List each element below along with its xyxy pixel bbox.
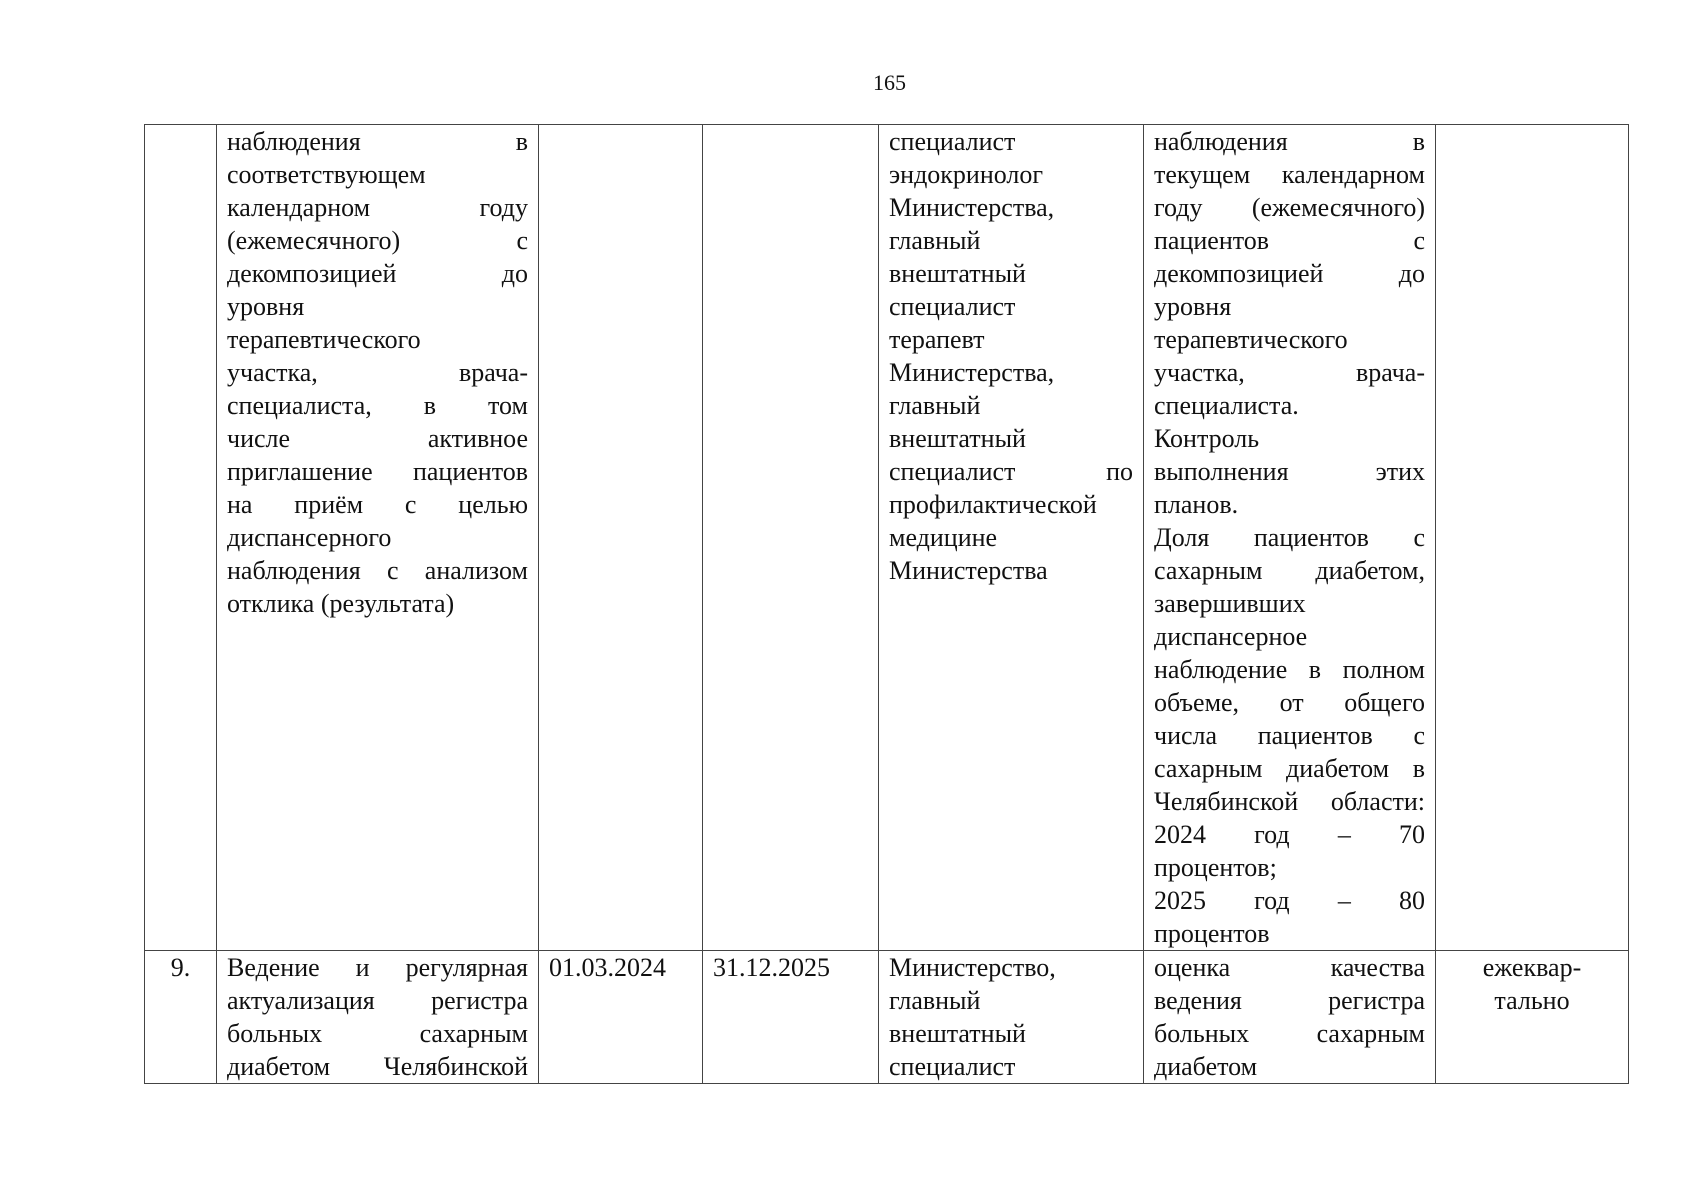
result-line: сахарным диабетом, xyxy=(1154,556,1425,585)
event-line: (ежемесячного) с xyxy=(227,226,528,255)
event-line: терапевтического xyxy=(227,325,421,354)
responsible-line: главный xyxy=(889,391,981,420)
row-number-cell xyxy=(145,125,217,951)
start-date-cell: 01.03.2024 xyxy=(539,951,703,1084)
result-line: процентов xyxy=(1154,919,1270,948)
result-line: участка, врача- xyxy=(1154,358,1425,387)
result-line: пациентов с xyxy=(1154,226,1425,255)
result-line: Доля пациентов с xyxy=(1154,523,1425,552)
responsible-line: Министерства xyxy=(889,556,1048,585)
result-line: диабетом xyxy=(1154,1052,1258,1081)
event-line: больных сахарным xyxy=(227,1019,528,1048)
result-line: объеме, от общего xyxy=(1154,688,1425,717)
event-line: специалиста, в том xyxy=(227,391,528,420)
table-row xyxy=(145,951,1629,1084)
responsible-line: Министерства, xyxy=(889,358,1055,387)
responsible-line: специалист по xyxy=(889,457,1133,486)
result-line: диспансерное xyxy=(1154,622,1308,651)
result-line: завершивших xyxy=(1154,589,1306,618)
event-line: на приём с целью xyxy=(227,490,528,519)
event-line: декомпозицией до xyxy=(227,259,528,288)
result-line: текущем календарном xyxy=(1154,160,1425,189)
result-cell xyxy=(1144,125,1436,951)
result-line: ведения регистра xyxy=(1154,986,1425,1015)
result-line: уровня xyxy=(1154,292,1232,321)
event-line: уровня xyxy=(227,292,305,321)
result-line: наблюдения в xyxy=(1154,127,1425,156)
responsible-line: внештатный xyxy=(889,1019,1026,1048)
responsible-line: внештатный xyxy=(889,424,1026,453)
event-cell xyxy=(217,125,539,951)
event-line: актуализация регистра xyxy=(227,986,528,1015)
result-line: наблюдение в полном xyxy=(1154,655,1425,684)
result-line: процентов; xyxy=(1154,853,1277,882)
result-line: Челябинской области: xyxy=(1154,787,1425,816)
event-cell xyxy=(217,951,539,1084)
responsible-line: профилактической xyxy=(889,490,1097,519)
result-line: планов. xyxy=(1154,490,1239,519)
event-line: календарном году xyxy=(227,193,528,222)
event-line: приглашение пациентов xyxy=(227,457,528,486)
frequency-cell xyxy=(1436,125,1629,951)
event-line: участка, врача- xyxy=(227,358,528,387)
event-line: диспансерного xyxy=(227,523,392,552)
result-line: 2024 год – 70 xyxy=(1154,820,1425,849)
event-line: отклика (результата) xyxy=(227,589,455,618)
responsible-line: главный xyxy=(889,986,981,1015)
table-row xyxy=(145,125,1629,951)
result-line: декомпозицией до xyxy=(1154,259,1425,288)
responsible-line: эндокринолог xyxy=(889,160,1044,189)
page-number: 165 xyxy=(873,70,906,95)
frequency-cell xyxy=(1436,951,1629,1084)
event-line: диабетом Челябинской xyxy=(227,1052,528,1081)
row-number-cell: 9. xyxy=(145,951,217,1084)
event-line: наблюдения в xyxy=(227,127,528,156)
responsible-line: специалист xyxy=(889,1052,1016,1081)
end-date-cell xyxy=(703,125,879,951)
result-cell xyxy=(1144,951,1436,1084)
result-line: году (ежемесячного) xyxy=(1154,193,1425,222)
event-line: наблюдения с анализом xyxy=(227,556,528,585)
result-line: терапевтического xyxy=(1154,325,1348,354)
responsible-cell xyxy=(879,125,1144,951)
responsible-line: внештатный xyxy=(889,259,1026,288)
responsible-line: специалист xyxy=(889,292,1016,321)
result-line: Контроль xyxy=(1154,424,1260,453)
end-date-cell: 31.12.2025 xyxy=(703,951,879,1084)
frequency-line: тально xyxy=(1494,986,1570,1015)
event-line: числе активное xyxy=(227,424,528,453)
result-line: числа пациентов с xyxy=(1154,721,1425,750)
start-date-cell xyxy=(539,125,703,951)
frequency-line: ежеквар- xyxy=(1482,953,1582,982)
responsible-line: специалист xyxy=(889,127,1016,156)
responsible-line: терапевт xyxy=(889,325,985,354)
result-line: специалиста. xyxy=(1154,391,1299,420)
responsible-line: Министерство, xyxy=(889,953,1056,982)
result-line: выполнения этих xyxy=(1154,457,1425,486)
responsible-line: медицине xyxy=(889,523,998,552)
result-line: оценка качества xyxy=(1154,953,1425,982)
plan-table xyxy=(144,124,1629,1084)
result-line: сахарным диабетом в xyxy=(1154,754,1425,783)
responsible-cell xyxy=(879,951,1144,1084)
result-line: больных сахарным xyxy=(1154,1019,1425,1048)
responsible-line: Министерства, xyxy=(889,193,1055,222)
result-line: 2025 год – 80 xyxy=(1154,886,1425,915)
event-line: Ведение и регулярная xyxy=(227,953,528,982)
event-line: соответствующем xyxy=(227,160,426,189)
responsible-line: главный xyxy=(889,226,981,255)
